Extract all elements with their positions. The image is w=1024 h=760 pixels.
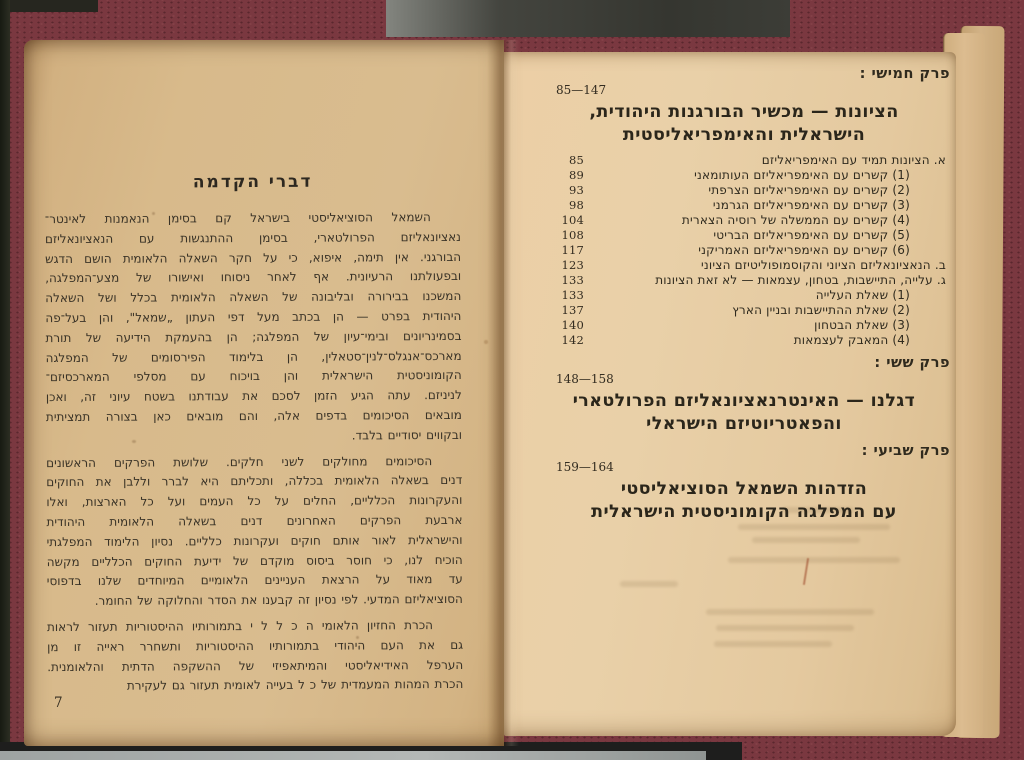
chapter-title-line: הישראלית והאימפריאליסטית — [622, 125, 866, 145]
toc-entry-text: ג. עלייה, התיישבות, בטחון, עצמאות — לא זאת הציונות — [655, 273, 946, 287]
toc-chapter — [538, 443, 950, 524]
chapter-title-line: הזדהות השמאל הסוציאליסטי — [620, 479, 868, 499]
toc-entry-page: 133 — [561, 288, 584, 302]
toc-entry-page: 108 — [561, 228, 584, 242]
bleed-through-text — [588, 507, 918, 717]
text-line: השמאל הסוציאליסטי בישראל קם בסימן הנאמנות לאינטר־ — [44, 210, 431, 227]
text-line: המשכנו בבירורה ובליבונה של השאלה הלאומית בכלל ושל השאלה — [45, 289, 462, 306]
text-line: דנים בשאלה הלאומית בכללה, ותכליתם היא לברר וללבן את החוקים — [46, 473, 463, 490]
toc-entry-text: (1) קשרים עם האימפריאליזם העותומאני — [694, 168, 910, 182]
toc-entry-text: (4) קשרים עם הממשלה של רוסיה הצארית — [681, 213, 910, 227]
text-line: נאציונאליזם הפרולטארי, בסימן ההתנגשות עם הנאציונאליזם — [44, 229, 462, 246]
stain-dot — [484, 340, 488, 344]
scanner-strip-bottom — [0, 751, 706, 760]
toc-entry-page: 85 — [568, 153, 584, 167]
text-line: והעקרונות הכלליים, החלים על כל העמים ועל כל הארצות, ואלו — [46, 493, 463, 510]
toc-entry — [538, 183, 950, 198]
toc-entry — [538, 318, 950, 333]
scan-edge-left — [0, 0, 10, 760]
text-line: הסיכומים מחולקים לשני חלקים. שלושת הפרקים הראשונים — [46, 453, 433, 470]
toc-entry-text: (6) קשרים עם האימפריאליזם האמריקני — [698, 243, 910, 257]
toc-entry — [538, 213, 950, 228]
text-line: הבורגני. אין תימה, איפוא, כי על חקר השאלה הלאומית הושם הדגש — [45, 249, 462, 266]
toc-entry-text: (1) שאלת העלייה — [815, 288, 910, 302]
chapter-label: פרק חמישי : — [859, 66, 950, 82]
scanner-strip-top — [386, 0, 790, 37]
toc-entry — [538, 258, 950, 273]
text-line: מובאים הסיכומים בדפים אלה, והם מובאים כאן בצורה תמציתית — [45, 407, 462, 425]
text-line: הערפל האידיאליסטי והמיתאפיזי של ההשקפה הדתית והלאומנית. — [47, 657, 464, 674]
toc-entry-text: (4) המאבק לעצמאות — [793, 333, 910, 347]
toc-entry — [538, 198, 950, 213]
text-line: ובקווים יסודיים בלבד. — [351, 427, 463, 443]
text-line: הוכיח לנו, כי חוסר ביסוס מוקדם של ידיעת החוקים הכלליים מקשה — [46, 552, 463, 569]
chapter-title-line: דגלנו — האינטרנאציונאליזם הפרולטארי — [572, 391, 916, 411]
bleed-line — [714, 641, 832, 647]
paragraph — [46, 451, 463, 612]
chapter-title-line: הציונות — מכשיר הבורגנות היהודית, — [589, 102, 899, 122]
chapter-title-line: והפאטריוטיזם הישראלי — [646, 414, 842, 434]
toc-entry-page: 137 — [561, 303, 584, 317]
toc-entry — [538, 228, 950, 243]
toc-entry — [538, 288, 950, 303]
toc-entry — [538, 153, 950, 168]
text-line: הקומוניסטית הישראלית והן בויכוח עם מסלפי המארכסיזם־ — [45, 368, 462, 385]
toc-entry — [538, 333, 950, 348]
paragraph — [45, 208, 462, 448]
chapter-title-line: עם המפלגה הקומוניסטית הישראלית — [591, 502, 897, 522]
bleed-line — [716, 625, 854, 631]
text-line: הכרת החזיון הלאומי ה כ ל ל י בתמורותיו ההיסטוריות תעזור לראות — [46, 618, 434, 635]
toc-entry-text: (5) קשרים עם האימפריאליזם הבריטי — [713, 228, 910, 242]
bleed-line — [620, 581, 678, 587]
text-line: גם את העם היהודי בתמורותיו ההיסטוריות ותשחרר ראייה זו מן — [47, 637, 464, 654]
toc-entry — [538, 273, 950, 288]
text-line: בסמינריונים ובימי־עיון של המפלגה; הן בהעמקת הידיעה של תורת — [45, 328, 462, 345]
toc — [538, 66, 950, 530]
preface-section — [45, 171, 464, 697]
chapter-entries — [538, 153, 950, 348]
toc-entry-text: (2) שאלת ההתיישבות ובניין הארץ — [732, 303, 910, 317]
toc-entry — [538, 303, 950, 318]
paragraph — [47, 616, 463, 697]
bleed-line — [752, 537, 860, 543]
text-line: מארכס־אנגלס־לנין־סטאלין, הן בלימוד הפירסומים של המפלגה — [45, 348, 462, 365]
chapter-title — [538, 390, 950, 436]
toc-entry-page: 98 — [568, 198, 584, 212]
toc-entry-page: 133 — [561, 273, 584, 287]
toc-entry-text: (2) קשרים עם האימפריאליזם הצרפתי — [708, 183, 910, 197]
toc-chapter — [538, 66, 950, 348]
bleed-line — [728, 557, 900, 563]
toc-entry-text: (3) קשרים עם האימפריאליזם הגרמני — [712, 198, 910, 212]
toc-entry — [538, 168, 950, 183]
page-number: 7 — [54, 695, 63, 711]
toc-entry-text: (3) שאלת הבטחון — [814, 318, 910, 332]
text-line: הסוציאליזם המדעי. לפי נסיון זה קבענו את הסדר והחלוקה של החומר. — [94, 592, 463, 608]
toc-entry-page: 89 — [568, 168, 584, 182]
chapter-page-range: 85—147 — [556, 83, 607, 97]
chapter-page-range: 148—158 — [556, 372, 614, 386]
toc-entry — [538, 243, 950, 258]
toc-entry-page: 123 — [561, 258, 584, 272]
toc-entry-page: 104 — [561, 213, 584, 227]
chapter-title — [538, 478, 950, 524]
text-line: היהודית בפרט — הן בכתב מעל דפי העתון „שמאל", והן בעל־פה — [45, 308, 462, 326]
chapter-label: פרק ששי : — [874, 355, 950, 371]
toc-entry-page: 117 — [561, 243, 584, 257]
preface-paragraphs — [45, 208, 464, 697]
toc-entry-page: 142 — [561, 333, 584, 347]
toc-entry-text: א. הציונות תמיד עם האימפריאליזם — [761, 153, 946, 167]
toc-chapter — [538, 355, 950, 436]
text-line: ובפעולתנו הרעיונית. אף לאחר ניסוחו ואישורו של מצע־המפלגה, — [45, 269, 462, 286]
chapter-page-range: 159—164 — [556, 460, 614, 474]
toc-entry-text: ב. הנאציונאליזם הציוני והקוסמופוליטיזם הציוני — [701, 258, 946, 272]
text-line: ארבעת הפרקים האחרונים דנים בשאלה הלאומית היהודית — [46, 512, 463, 530]
toc-entry-page: 140 — [561, 318, 584, 332]
scratch-mark — [803, 558, 809, 585]
text-line: והישראלית לאור אותם חוקים ועקרונות כלליים. נסיון הלימוד המפלגתי — [46, 532, 463, 549]
chapter-label: פרק שביעי : — [861, 443, 950, 459]
text-line: לניניזם. עתה הגיע הזמן לסכם את עבודתנו בשטח עיוני זה, ואכן — [45, 388, 462, 405]
toc-entry-page: 93 — [568, 183, 584, 197]
text-line: הכרת המהות המעמדית של כ ל בעייה לאומית תעזור גם לעקירת — [126, 677, 464, 693]
preface-heading: דברי הקדמה — [192, 171, 313, 193]
chapter-title — [538, 101, 950, 147]
scan-edge-topleft — [0, 0, 98, 12]
bleed-line — [706, 609, 874, 615]
text-line: עד מאוד על הרצאת העניינים הלאומיים המיוחדים שלנו בדפוסי — [46, 572, 463, 589]
